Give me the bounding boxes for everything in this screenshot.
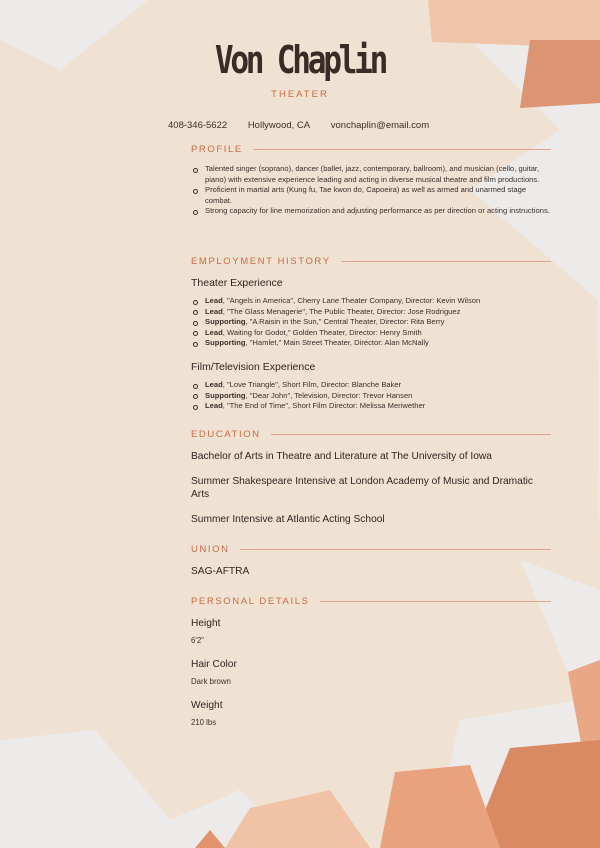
theater-experience-title: Theater Experience — [191, 277, 283, 289]
section-divider — [320, 601, 551, 602]
location: Hollywood, CA — [247, 120, 311, 131]
film-item: Lead, "Love Triangle", Short Film, Director: Blanche Baker — [191, 380, 553, 391]
theater-item: Lead, Waiting for Godot," Golden Theater, Director: Henry Smith — [191, 328, 553, 339]
theater-item: Supporting, "A Raisin in the Sun," Central Theater, Director: Rita Berry — [191, 317, 553, 328]
section-label: UNION — [191, 543, 230, 555]
section-employment-heading — [191, 255, 551, 267]
profile-item: Strong capacity for line memorization and adjusting performance as per direction or acting instructions. — [191, 206, 553, 217]
education-entry: Summer Shakespeare Intensive at London Academy of Music and Dramatic Arts — [191, 476, 534, 500]
film-experience-title: Film/Television Experience — [191, 361, 316, 373]
hair-color-label: Hair Color — [191, 659, 237, 670]
theater-item: Lead, "The Glass Menagerie", The Public Theater, Director: Jose Rodriguez — [191, 307, 553, 318]
hair-color-value: Dark brown — [191, 677, 231, 686]
section-union-heading — [191, 543, 551, 555]
profile-item: Proficient in martial arts (Kung fu, Tae kwon do, Capoeira) as well as armed and unarmed stage combat. — [191, 185, 553, 206]
weight-label: Weight — [191, 700, 223, 711]
email: vonchaplin@email.com — [330, 120, 430, 131]
section-divider — [341, 261, 551, 262]
film-list — [191, 380, 553, 412]
candidate-title: THEATER — [271, 89, 329, 100]
phone: 408-346-5622 — [168, 120, 228, 131]
theater-item: Supporting, "Hamlet," Main Street Theater, Director: Alan McNally — [191, 338, 553, 349]
theater-item: Lead, "Angels in America", Cherry Lane Theater Company, Director: Kevin Wilson — [191, 296, 553, 307]
education-entry: Bachelor of Arts in Theatre and Literature at The University of Iowa — [191, 451, 492, 462]
section-personal-heading — [191, 595, 551, 607]
section-divider — [271, 434, 551, 435]
contact-line — [168, 120, 429, 131]
film-item: Lead, "The End of Time", Short Film Director: Melissa Meriwether — [191, 401, 553, 412]
weight-value: 210 lbs — [191, 718, 217, 727]
section-label: PROFILE — [191, 143, 243, 155]
height-value: 6'2" — [191, 636, 204, 645]
section-education-heading — [191, 428, 551, 440]
section-divider — [253, 149, 551, 150]
profile-item: Talented singer (soprano), dancer (ballet, jazz, contemporary, ballroom), and musician (cello, guitar, piano) with extensive experience leading and acting in diverse musical theatre and film productions. — [191, 164, 553, 185]
section-label: PERSONAL DETAILS — [191, 595, 310, 607]
education-entry: Summer Intensive at Atlantic Acting School — [191, 514, 385, 525]
height-label: Height — [191, 618, 221, 629]
theater-list — [191, 296, 553, 349]
section-label: EMPLOYMENT HISTORY — [191, 255, 331, 267]
candidate-name: Von Chaplin — [214, 38, 386, 82]
section-label: EDUCATION — [191, 428, 261, 440]
section-divider — [240, 549, 551, 550]
film-item: Supporting, "Dear John", Television, Director: Trevor Hansen — [191, 391, 553, 402]
profile-list — [191, 164, 553, 217]
section-profile-heading — [191, 143, 551, 155]
union-value: SAG-AFTRA — [191, 566, 250, 577]
